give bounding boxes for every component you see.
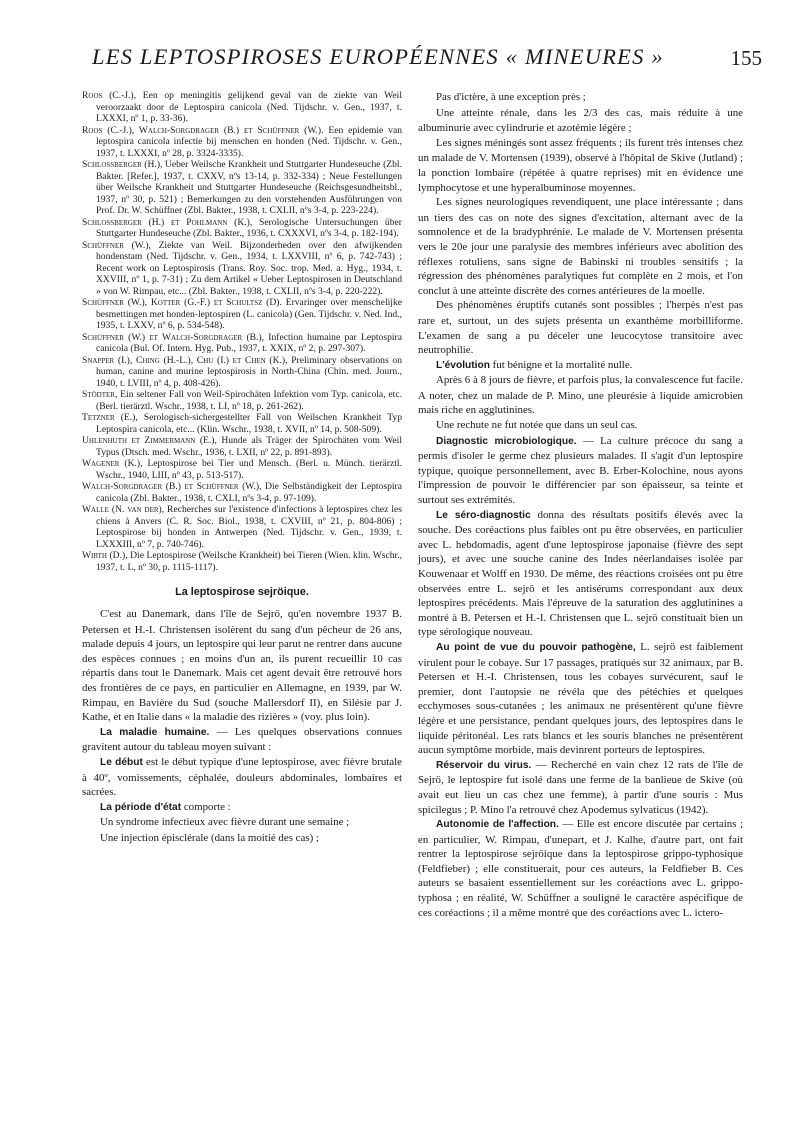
reference-text: Ueber Weilsche Krankheit und Stuttgarter Hundeseuche (Zbl. Bakter. [Refer.], 1937, t. CXXV, nºs 13-14, p. 332-334) ; Neue Festellungen über Weilsche Krankheit und Stuttgarter Hundeseuche (Reichsgesundheitsbl., 1937, nº 30, p. 521) ; Bemerkungen zu den vorstehenden Ausführungen von Prof. Dr. W. Schüffner (Zbl. Bakter., 1938, t. CXLII, nºs 3-4, p. 223-224). (96, 159, 402, 216)
body-paragraph (82, 607, 402, 725)
reference-text: Een op meningitis gelijkend geval van de ziekte van Weil veroorzaakt door de Leptospira canicola (Ned. Tijdschr. v. Gen., 1937, t. LXXXI, nº 1, p. 33-36). (96, 90, 402, 124)
body-paragraph (418, 758, 743, 817)
right-column (418, 90, 743, 920)
reference-entry (82, 217, 402, 240)
reference-author: Schüffner (W.), Kotter (G.-F.) et Schultsz (D). (82, 297, 282, 308)
reference-author: Walle (N. van der), (82, 504, 165, 515)
paragraph-text: Une rechute ne fut notée que dans un seul cas. (436, 419, 638, 432)
paragraph-heading: La période d'état (100, 801, 182, 813)
body-paragraph (418, 817, 743, 920)
reference-author: Snapper (I.), Ching (H.-L.), Chu (I.) et Chen (K.), (82, 354, 288, 366)
paragraph-heading: La maladie humaine. (100, 726, 210, 738)
paragraph-text: Pas d'ictère, à une exception près ; (436, 91, 586, 103)
reference-text: Infection humaine par Leptospira canicola (Bul. Of. Intern. Hyg. Pub., 1937, t. XXIX, nº 2, p. 297-307). (96, 331, 402, 354)
body-paragraph (82, 815, 402, 831)
body-paragraph (418, 508, 743, 640)
paragraph-text: Les signes neurologiques revendiquent, une place intéressante ; dans un tiers des cas on note des signes d'excitation, alternant avec de la somnolence et de la bradyphrénie. Le malade de V. Mortensen présenta vers le 20e jour une paralysie des membres inférieurs avec abolition des réflexes rotuliens, sans signe de Babinski ni troubles sensitifs ; la régression des phénomènes paralytiques fut complète en 2 mois, et l'on conclut à une atteinte discrète des cornes antérieures de la moelle. (418, 196, 743, 297)
body-paragraph (418, 136, 743, 195)
paragraph-text: — Les quelques observations connues gravitent autour du tableau moyen suivant : (82, 725, 402, 754)
reference-author: Uhlenhuth et Zimmermann (E.), (82, 435, 217, 446)
body-paragraph (82, 725, 402, 755)
reference-text: Serologische Untersuchungen über Stuttgarter Hundeseuche (Zbl. Bakter., 1936, t. CXXXVI, nºs 3-4, p. 182-194). (96, 216, 402, 239)
paragraph-text: donna des résultats positifs élevés avec la souche. Des coréactions plus faibles ont pu être observées, en particulier avec L. hebdomadis, agent d'une leptospirose japonaise (fièvre des sept jours), et avec une souche canine des Indes néerlandaises isolée par Kouwenaar et Wolff en 1930. De même, des réactions croisées ont pu être observées entre L. sejrö et les antisérums correspondant aux deux leptospires précédents. Mais l'épreuve de la saturation des agglutinines a montré à B. Petersen et H.-I. Christensen que L. sejrö constituait bien un type sérologique nouveau. (418, 508, 743, 639)
body-paragraph (418, 106, 743, 136)
reference-entry (82, 458, 402, 481)
reference-author: Wirth (D.), (82, 550, 128, 561)
paragraph-text: — La culture précoce du sang a permis d'isoler le germe chez plusieurs malades. Il s'agit d'un leptospire typique, quoique personnellement, avec B. Erber-Kolochine, nous ayons l'impression de pouvoir le différencier par son épaisseur, sa teinte et surtout ses extrémités. (418, 434, 743, 507)
body-paragraph (418, 358, 743, 374)
paragraph-heading: Au point de vue du pouvoir pathogène, (436, 641, 636, 653)
paragraph-heading: Réservoir du virus. (436, 759, 532, 771)
body-paragraph (418, 640, 743, 758)
reference-text: Recherches sur l'existence d'infections à leptospires chez les chiens à Anvers (C. R. Soc. Biol., 1938, t. CXVIII, nº 21, p. 804-806) ; Leptospirose bij honden in Antwerpen (Ned. Tijdschr. v. Gen., 1939, t. LXXXIII, nº 7, p. 740-746). (96, 504, 402, 550)
paragraph-text: fut bénigne et la mortalité nulle. (489, 358, 633, 371)
reference-author: Schlossberger (H.), (82, 159, 163, 170)
reference-author: Tetzner (E.), (82, 412, 138, 423)
reference-author: Schüffner (W.) et Walch-Sorgdrager (B.), (82, 331, 265, 343)
reference-text: Ein seltener Fall von Weil-Spirochäten Infektion vom Typ. canicola, etc. (Berl. tierärztl. Wschr., 1938, t. LI, nº 18, p. 261-262). (96, 389, 402, 412)
paragraph-text: Après 6 à 8 jours de fièvre, et parfois plus, la convalescence fut facile. A noter, chez un malade de P. Mino, une pleurésie à liquide amicrobien mais riche en agglutinines. (418, 374, 743, 417)
reference-text: Die Selbständigkeit der Leptospira canicola (Zbl. Bakter., 1938, t. CXLI, nºs 3-4, p. 97-109). (96, 481, 402, 504)
reference-entry (82, 332, 402, 355)
reference-entry (82, 90, 402, 125)
paragraph-text: — Elle est encore discutée par certains ; en particulier, W. Rimpau, d'unepart, et J. Kalhe, d'autre part, ont fait rentrer la leptospirose sejröique dans la leptospirose grippo-typhosique (Feldfieber) ; elle constituerait, pour ces auteurs, la Feldfieber B. Ces auteurs se basaient essentiellement sur les coréactions avec L. grippo-typhosa ; en réalité, W. Schüffner a souligné le caractère aspécifique de ces coréactions ; il a même montré que des coréactions avec L. ictero- (418, 818, 744, 919)
reference-author: Schüffner (W.), (82, 239, 151, 251)
left-body-text (82, 607, 402, 847)
page-number: 155 (730, 46, 762, 70)
reference-entry (82, 481, 402, 504)
paragraph-text: est le début typique d'une leptospirose, avec fièvre brutale à 40º, vomissements, céphalée, douleurs abdominales, lombaires et sacrées. (82, 755, 402, 799)
paragraph-text: Des phénomènes éruptifs cutanés sont possibles ; l'herpès n'est pas rare et, surtout, un des sujets présenta un exanthème morbilliforme. L'examen de sang a pu déceler une leucocytose transitoire avec neutrophilie. (418, 299, 743, 357)
paragraph-text: comporte : (181, 800, 231, 813)
paragraph-text: — Recherché en vain chez 12 rats de l'île de Sejrö, le leptospire fut isolé dans une ferme de la banlieue de Skive (où avait eut lieu un cas chez une femme), à partir d'une souris : Mus spicilegus ; P. Mino l'a retrouvé chez Apodemus sylvaticus (1942). (418, 758, 744, 816)
reference-entry (82, 389, 402, 412)
body-paragraph (418, 434, 743, 508)
reference-text: Ervaringer over menschelijke besmettingen met honden-leptospiren (L. canicola) (Gen. Tijdschr. v. Ned. Ind., 1935, t. LXXV, nº 6, p. 534-548). (96, 297, 402, 331)
paragraph-text: C'est au Danemark, dans l'île de Sejrö, qu'en novembre 1937 B. Petersen et H.-I. Christensen isolèrent du sang d'un pêcheur de 26 ans, malade depuis 4 jours, un leptospire qui leur parut ne rentrer dans aucune des espèces connues ; en moins d'un an, ils purent recueillir 10 cas répartis dans tout le Danemark. Mais cet agent devait être retrouvé hors des frontières de ce pays, en particulier en Allemagne, en 1939, par W. Rimpau, en Bavière du Sud (souche Mallersdorf II), en Silésie par J. Kathe, et en Italie dans « la maladie des rizières » (voy. plus loin). (82, 608, 402, 724)
reference-text: Preliminary observations on human, canine and murine leptospirosis in North-China (Chin. med. Journ., 1940, t. LVIII, nº 4, p. 408-426). (96, 354, 402, 389)
reference-entry (82, 297, 402, 332)
reference-entry (82, 240, 402, 298)
left-column (82, 90, 402, 847)
reference-author: Roos (C.-J.), Walch-Sorgdrager (B.) et Schüffner (W.). (82, 124, 324, 136)
reference-author: Walch-Sorgdrager (B.) et Schüffner (W.), (82, 481, 262, 492)
paragraph-text: L. sejrö est faiblement virulent pour le cobaye. Sur 17 passages, pratiqués sur 32 animaux, par B. Petersen et H.-I. Christensen, tous les cobayes survécurent, sauf le premier, dont l'autopsie ne révéla que des pétéchies et quelques ecchymoses sous-cutanées ; les animaux ne présentèrent qu'une fièvre légère et une persistance, pendant quelques jours, des leptospires dans le liquide péritonéal. Les rats blancs et les souris blanches ne présentèrent aucun symptôme morbide, mais devinrent porteurs de leptospires. (418, 640, 743, 757)
reference-text: Een epidemie van leptospira canicola infectie bij menschen en honden (Ned. Tijdschr. v. Gen., 1937, t. LXXXI, nº 28, p. 3324-3335). (96, 124, 403, 159)
body-paragraph (418, 298, 743, 357)
right-body-text (418, 90, 743, 920)
body-paragraph (418, 90, 743, 106)
reference-entry (82, 125, 402, 160)
paragraph-heading: Le séro-diagnostic (436, 509, 531, 521)
reference-list (82, 90, 402, 573)
paragraph-heading: Diagnostic microbiologique. (436, 435, 577, 447)
reference-author: Schlossberger (H.) et Pohlmann (K.), (82, 216, 253, 228)
reference-entry (82, 504, 402, 550)
page-header (40, 44, 762, 84)
reference-author: Wagener (K.), (82, 458, 143, 469)
reference-entry (82, 355, 402, 390)
paragraph-heading: Le début (100, 756, 143, 768)
reference-text: Serologisch-sichergestellter Fall von Weilschen Krankheit Typ Leptospira canicola, etc... (Klin. Wschr., 1938, t. XVII, nº 14, p. 508-509). (96, 412, 402, 435)
reference-entry (82, 550, 402, 573)
reference-entry (82, 435, 402, 458)
reference-author: Roos (C.-J.), (82, 90, 137, 101)
section-title: La leptospirose sejröique. (175, 586, 309, 598)
body-paragraph (418, 418, 743, 434)
paragraph-text: Une atteinte rénale, dans les 2/3 des cas, mais réduite à une albuminurie avec cylindrurie et azotémie légère ; (418, 106, 743, 135)
reference-entry (82, 412, 402, 435)
paragraph-text: Une injection épisclérale (dans la moitié des cas) ; (100, 831, 319, 844)
body-paragraph (82, 800, 402, 816)
paragraph-text: Un syndrome infectieux avec fièvre durant une semaine ; (100, 816, 350, 829)
running-title: LES LEPTOSPIROSES EUROPÉENNES « MINEURES » (92, 44, 664, 69)
paragraph-heading: Autonomie de l'affection. (436, 819, 559, 831)
reference-author: Stödter, (82, 389, 118, 400)
paragraph-text: Les signes méningés sont assez fréquents ; ils furent très intenses chez un malade de V. Mortensen (1939), observé à l'hôpital de Skive (Jutland) ; la ponction lombaire (répétée à quatre reprises) mit en évidence une lymphocytose et une hyperalbuminose moyennes. (418, 136, 743, 194)
reference-text: Ziekte van Weil. Bijzonderheden over den afwijkenden hondenstam (Ned. Tijdschr. v. Gen., 1934, t. LXXVIII, nº 6, p. 742-743) ; Recent work on Leptospirosis (Trans. Roy. Soc. trop. Med. a. Hyg., 1934, t. XXVIII, nº 1, p. 7-31) ; Zu dem Artikel « Ueber Leptospirosen in Deutschland » von W. Rimpau, etc... (Zbl. Bakter., 1938, t. CXLII, nºs 3-4, p. 220-222). (96, 239, 402, 297)
reference-text: Hunde als Träger der Spirochäten vom Weil Typus (Dtsch. med. Wschr., 1936, t. LXII, nº 22, p. 891-893). (96, 435, 402, 458)
body-paragraph (82, 831, 402, 847)
body-paragraph (418, 373, 743, 418)
reference-text: Die Leptospirose (Weilsche Krankheit) bei Tieren (Wien. klin. Wschr., 1937, t. L, nº 30, p. 1115-1117). (96, 550, 403, 573)
body-paragraph (418, 195, 743, 298)
reference-entry (82, 159, 402, 217)
paragraph-heading: L'évolution (436, 359, 490, 371)
body-paragraph (82, 755, 402, 800)
reference-text: Leptospirose bei Tier und Mensch. (Berl. u. Münch. tierärztl. Wschr., 1940, LIII, nº 43, p. 513-517). (96, 458, 402, 481)
